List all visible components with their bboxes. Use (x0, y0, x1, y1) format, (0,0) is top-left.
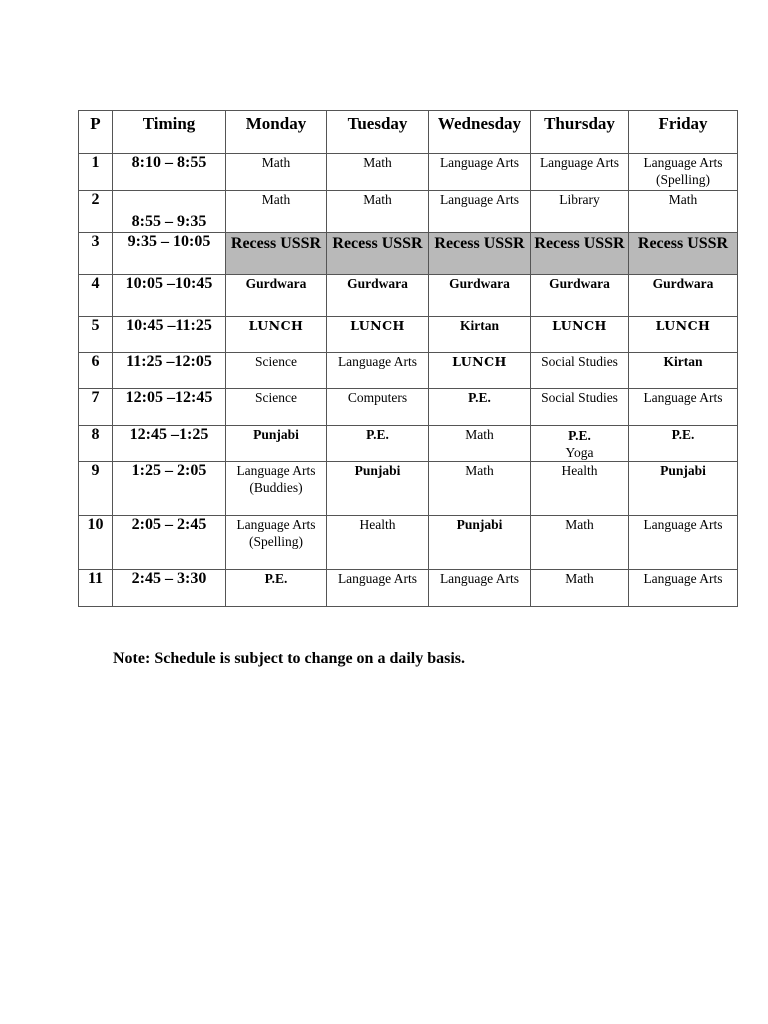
period-number: 11 (79, 570, 113, 607)
class-cell: Language Arts (429, 191, 531, 233)
table-row (79, 317, 738, 353)
class-cell: Language Arts (429, 570, 531, 607)
period-time: 12:45 –1:25 (113, 426, 226, 462)
class-cell: Science (226, 389, 327, 426)
recess-cell: Recess USSR (429, 233, 531, 275)
header-tuesday: Tuesday (327, 111, 429, 154)
table-row (79, 426, 738, 462)
period-number: 5 (79, 317, 113, 353)
period-number: 4 (79, 275, 113, 317)
class-cell: Science (226, 353, 327, 389)
class-label-pe: P.E. (568, 428, 591, 443)
class-cell: Punjabi (429, 516, 531, 570)
header-period: P (79, 111, 113, 154)
header-friday: Friday (629, 111, 738, 154)
period-time: 9:35 – 10:05 (113, 233, 226, 275)
recess-cell: Recess USSR (226, 233, 327, 275)
table-row (79, 462, 738, 516)
class-cell: LUNCH (429, 353, 531, 389)
table-row (79, 570, 738, 607)
class-cell: Computers (327, 389, 429, 426)
class-cell: Social Studies (531, 353, 629, 389)
header-monday: Monday (226, 111, 327, 154)
class-cell: Math (226, 191, 327, 233)
period-number: 2 (79, 191, 113, 233)
period-time: 11:25 –12:05 (113, 353, 226, 389)
class-cell: LUNCH (531, 317, 629, 353)
class-cell: LUNCH (226, 317, 327, 353)
class-cell: Health (531, 462, 629, 516)
table-row (79, 516, 738, 570)
period-number: 3 (79, 233, 113, 275)
class-cell: Punjabi (226, 426, 327, 462)
class-label-yoga: Yoga (565, 445, 594, 460)
period-number: 9 (79, 462, 113, 516)
class-cell: P.E. (327, 426, 429, 462)
header-timing: Timing (113, 111, 226, 154)
header-wednesday: Wednesday (429, 111, 531, 154)
recess-cell: Recess USSR (327, 233, 429, 275)
class-cell: Social Studies (531, 389, 629, 426)
table-row (79, 275, 738, 317)
recess-cell: Recess USSR (629, 233, 738, 275)
class-cell: Gurdwara (531, 275, 629, 317)
class-cell: Punjabi (629, 462, 738, 516)
recess-cell: Recess USSR (531, 233, 629, 275)
period-number: 1 (79, 154, 113, 191)
class-cell: Kirtan (429, 317, 531, 353)
class-cell: Language Arts (629, 389, 738, 426)
class-cell: P.E. (429, 389, 531, 426)
period-number: 8 (79, 426, 113, 462)
period-time: 2:45 – 3:30 (113, 570, 226, 607)
schedule-table (78, 110, 738, 607)
class-cell: Language Arts (Spelling) (226, 516, 327, 570)
class-cell: Kirtan (629, 353, 738, 389)
class-cell: P.E. (226, 570, 327, 607)
period-time: 8:55 – 9:35 (113, 191, 226, 233)
table-row (79, 353, 738, 389)
class-cell: Math (429, 462, 531, 516)
period-time: 10:05 –10:45 (113, 275, 226, 317)
table-row (79, 233, 738, 275)
class-cell: Language Arts (Buddies) (226, 462, 327, 516)
class-cell: Math (629, 191, 738, 233)
class-cell: Language Arts (629, 570, 738, 607)
table-row (79, 154, 738, 191)
period-time: 8:10 – 8:55 (113, 154, 226, 191)
period-time: 10:45 –11:25 (113, 317, 226, 353)
class-cell: Math (531, 570, 629, 607)
table-row (79, 389, 738, 426)
class-cell: Gurdwara (629, 275, 738, 317)
class-cell: LUNCH (629, 317, 738, 353)
table-row (79, 191, 738, 233)
class-cell: Punjabi (327, 462, 429, 516)
class-cell (531, 426, 629, 462)
class-cell: Math (226, 154, 327, 191)
class-cell: Math (327, 154, 429, 191)
class-cell: Language Arts (Spelling) (629, 154, 738, 191)
schedule-note: Note: Schedule is subject to change on a daily basis. (113, 650, 466, 667)
class-cell: Gurdwara (429, 275, 531, 317)
period-time: 2:05 – 2:45 (113, 516, 226, 570)
period-time: 1:25 – 2:05 (113, 462, 226, 516)
class-cell: LUNCH (327, 317, 429, 353)
class-cell: Math (429, 426, 531, 462)
class-cell: Math (531, 516, 629, 570)
period-number: 10 (79, 516, 113, 570)
class-cell: Gurdwara (327, 275, 429, 317)
class-cell: Library (531, 191, 629, 233)
class-cell: Gurdwara (226, 275, 327, 317)
class-cell: Language Arts (429, 154, 531, 191)
header-thursday: Thursday (531, 111, 629, 154)
period-time: 12:05 –12:45 (113, 389, 226, 426)
period-number: 7 (79, 389, 113, 426)
class-cell: P.E. (629, 426, 738, 462)
class-cell: Health (327, 516, 429, 570)
class-cell: Language Arts (327, 570, 429, 607)
class-cell: Language Arts (327, 353, 429, 389)
header-row (79, 111, 738, 154)
class-cell: Language Arts (531, 154, 629, 191)
period-number: 6 (79, 353, 113, 389)
class-cell: Math (327, 191, 429, 233)
class-cell: Language Arts (629, 516, 738, 570)
